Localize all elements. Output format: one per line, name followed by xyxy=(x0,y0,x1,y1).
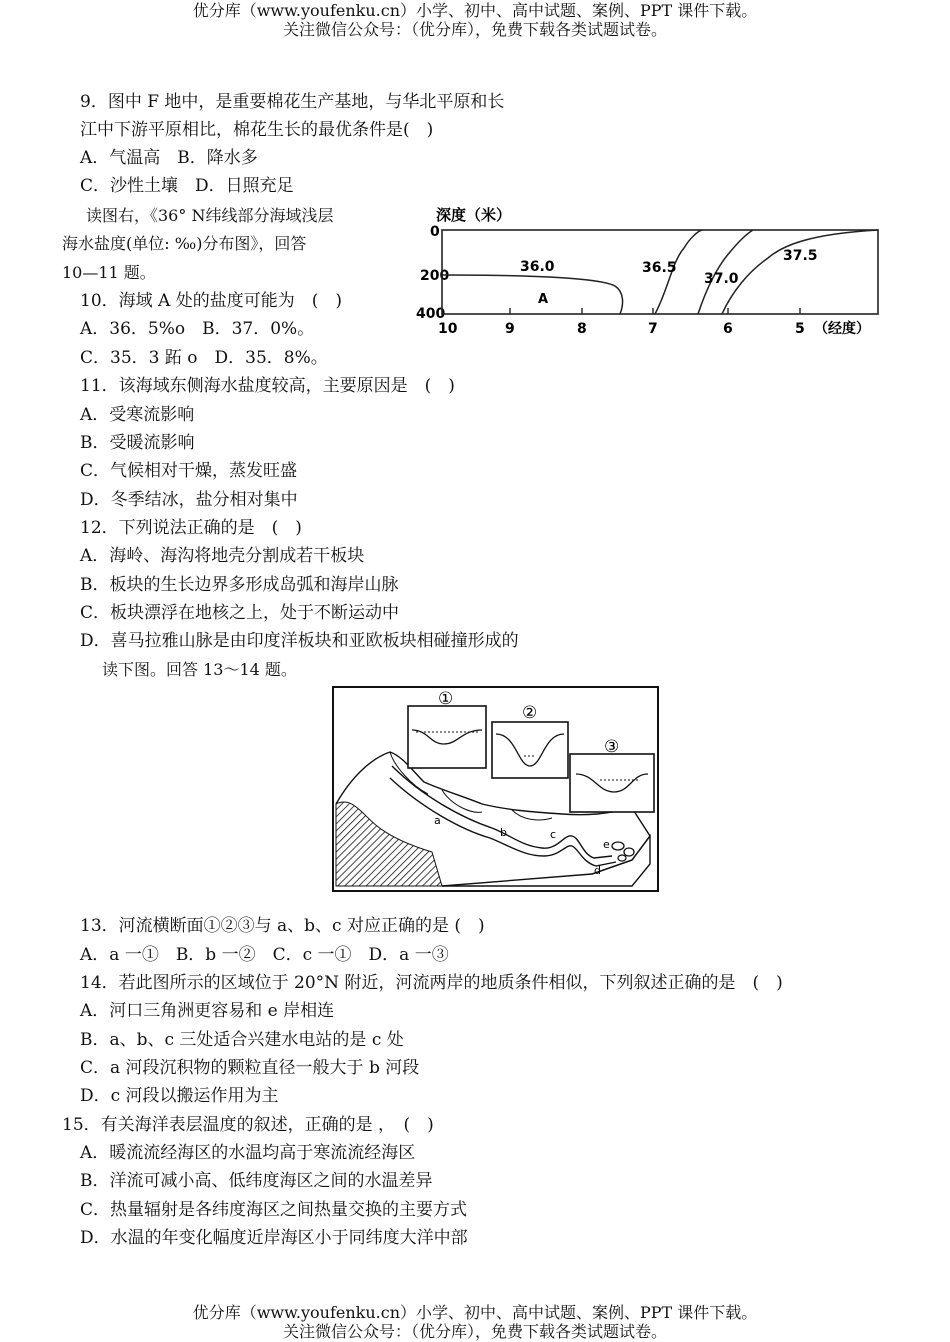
q10-options-cd: C．35．3 跖 o D．35．8%。 xyxy=(80,348,328,368)
chart-title: 深度（米） xyxy=(436,206,512,224)
intro-10-11-line-3: 10—11 题。 xyxy=(62,263,156,282)
label-c: c xyxy=(550,828,557,841)
isoline-label-37-0: 37.0 xyxy=(704,271,739,287)
x-tick-7: 7 xyxy=(648,321,658,337)
q13-stem: 13．河流横断面①②③与 a、b、c 对应正确的是 ( ) xyxy=(80,916,485,936)
q12-option-a: A．海岭、海沟将地壳分割成若干板块 xyxy=(80,546,365,566)
salinity-chart xyxy=(410,200,890,342)
header-line-2: 关注微信公众号：（优分库），免费下载各类试题试卷。 xyxy=(282,20,667,39)
intro-10-11-line-1: 读图右，《36° N纬线部分海域浅层 xyxy=(86,206,334,225)
q12-option-c: C．板块漂浮在地核之上，处于不断运动中 xyxy=(80,603,400,623)
river-figure xyxy=(332,686,659,892)
x-tick-8: 8 xyxy=(577,321,587,337)
x-tick-6: 6 xyxy=(723,321,733,337)
footer-line-2: 关注微信公众号：（优分库），免费下载各类试题试卷。 xyxy=(282,1322,667,1341)
q15-option-c: C．热量辐射是各纬度海区之间热量交换的主要方式 xyxy=(80,1200,468,1220)
q14-option-a: A．河口三角洲更容易和 e 岸相连 xyxy=(80,1001,335,1021)
q13-options: A．a 一① B．b 一② C．c 一① D．a 一③ xyxy=(80,945,449,965)
section-1-label: ① xyxy=(438,689,454,709)
label-e: e xyxy=(603,838,610,851)
q15-option-a: A．暖流流经海区的水温均高于寒流流经海区 xyxy=(80,1143,416,1163)
q14-option-d: D．c 河段以搬运作用为主 xyxy=(80,1086,279,1106)
q11-option-b: B．受暖流影响 xyxy=(80,433,195,453)
q10-stem: 10．海域 A 处的盐度可能为 ( ) xyxy=(80,291,342,311)
q9-options-cd: C．沙性土壤 D．日照充足 xyxy=(80,176,294,196)
x-tick-5: 5 xyxy=(795,321,805,337)
label-d: d xyxy=(594,864,601,877)
q12-stem: 12．下列说法正确的是 ( ) xyxy=(80,518,302,538)
q14-stem: 14．若此图所示的区域位于 20°N 附近，河流两岸的地质条件相似，下列叙述正确的是 ( ) xyxy=(80,973,783,993)
q9-stem-1: 9．图中 F 地中，是重要棉花生产基地，与华北平原和长 xyxy=(80,92,505,112)
y-tick-200: 200 xyxy=(420,268,450,284)
y-tick-0: 0 xyxy=(430,224,440,240)
isoline-label-36-0: 36.0 xyxy=(520,259,555,275)
q12-option-d: D．喜马拉雅山脉是由印度洋板块和亚欧板块相碰撞形成的 xyxy=(80,631,519,651)
label-b: b xyxy=(500,826,507,839)
q15-stem: 15．有关海洋表层温度的叙述，正确的是 ， ( ) xyxy=(62,1115,434,1135)
q11-stem: 11．该海域东侧海水盐度较高，主要原因是 ( ) xyxy=(80,376,455,396)
q15-option-d: D．水温的年变化幅度近岸海区小于同纬度大洋中部 xyxy=(80,1228,468,1248)
section-2-label: ② xyxy=(522,703,538,723)
section-2-box xyxy=(492,722,568,778)
y-tick-400: 400 xyxy=(416,306,446,322)
q10-options-ab: A．36．5%o B．37．0%。 xyxy=(80,319,315,339)
header-line-1: 优分库（www.youfenku.cn）小学、初中、高中试题、案例、PPT 课件下载。 xyxy=(192,1,758,20)
label-a: a xyxy=(434,814,441,827)
q11-option-a: A．受寒流影响 xyxy=(80,405,195,425)
q11-option-d: D．冬季结冰，盐分相对集中 xyxy=(80,490,298,510)
footer-line-1: 优分库（www.youfenku.cn）小学、初中、高中试题、案例、PPT 课件下载。 xyxy=(192,1303,758,1322)
isoline-label-37-5: 37.5 xyxy=(783,248,818,264)
section-1-box xyxy=(408,706,486,768)
point-a-label: A xyxy=(538,292,549,307)
q12-option-b: B．板块的生长边界多形成岛弧和海岸山脉 xyxy=(80,575,399,595)
x-axis-label: （经度） xyxy=(814,321,870,337)
q9-options-ab: A．气温高 B．降水多 xyxy=(80,148,258,168)
section-3-box xyxy=(570,754,654,812)
x-tick-9: 9 xyxy=(505,321,515,337)
q14-option-b: B．a、b、c 三处适合兴建水电站的是 c 处 xyxy=(80,1030,404,1050)
q9-stem-2: 江中下游平原相比，棉花生长的最优条件是( ) xyxy=(80,120,434,140)
x-tick-10: 10 xyxy=(438,321,458,337)
section-3-label: ③ xyxy=(604,737,620,757)
q15-option-b: B．洋流可减小高、低纬度海区之间的水温差异 xyxy=(80,1171,433,1191)
q14-option-c: C．a 河段沉积物的颗粒直径一般大于 b 河段 xyxy=(80,1058,420,1078)
isoline-37-5 xyxy=(722,230,878,314)
intro-13-14: 读下图。回答 13～14 题。 xyxy=(102,660,297,679)
q11-option-c: C．气候相对干燥，蒸发旺盛 xyxy=(80,461,298,481)
intro-10-11-line-2: 海水盐度(单位: ‰)分布图》，回答 xyxy=(62,234,307,253)
isoline-36-0 xyxy=(442,275,623,314)
isoline-label-36-5: 36.5 xyxy=(642,260,677,276)
